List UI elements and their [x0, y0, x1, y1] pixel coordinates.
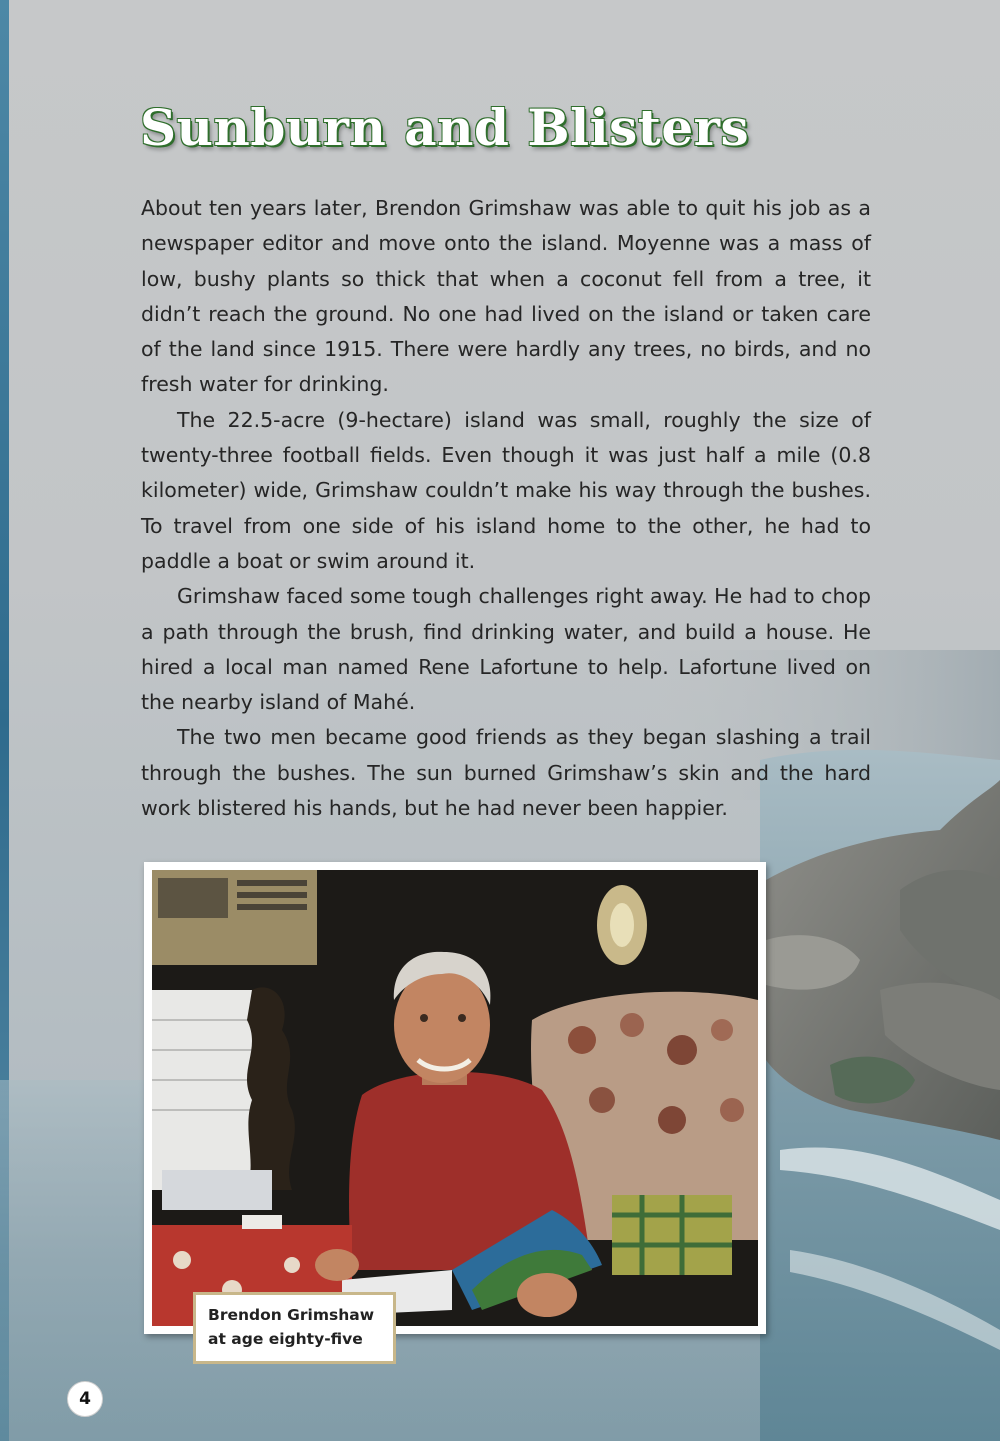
page-title: Sunburn and Blisters — [140, 98, 750, 157]
paragraph-3: Grimshaw faced some tough challenges right away. He had to chop a path through the brush, find drinking water, and build a house. He hired a local man named Rene Lafortune to help. Lafortune lived on the nearby island of Mahé. — [141, 584, 871, 715]
photo-frame — [144, 862, 766, 1334]
photo-man-with-book — [152, 870, 758, 1326]
caption-line-1: Brendon Grimshaw — [208, 1306, 375, 1324]
caption-line-2: at age eighty-five — [208, 1330, 363, 1348]
paragraph-4: The two men became good friends as they began slashing a trail through the bushes. The sun burned Grimshaw’s skin and the hard work blistered his hands, but he had never been happier. — [141, 725, 871, 821]
paragraph-1: About ten years later, Brendon Grimshaw was able to quit his job as a newspaper editor and move onto the island. Moyenne was a mass of low, bushy plants so thick that when a coconut fell from a tree, it didn’t reach the ground. No one had lived on the island or taken care of the land since 1915. There were hardly any trees, no birds, and no fresh water for drinking. — [141, 196, 871, 397]
photo-caption — [193, 1292, 396, 1364]
article-body — [141, 191, 871, 826]
page-number: 4 — [67, 1381, 103, 1417]
paragraph-2: The 22.5-acre (9-hectare) island was small, roughly the size of twenty-three football fields. Even though it was just half a mile (0.8 kilometer) wide, Grimshaw couldn’t make his way through the bushes. To travel from one side of his island home to the other, he had to paddle a boat or swim around it. — [141, 407, 871, 573]
